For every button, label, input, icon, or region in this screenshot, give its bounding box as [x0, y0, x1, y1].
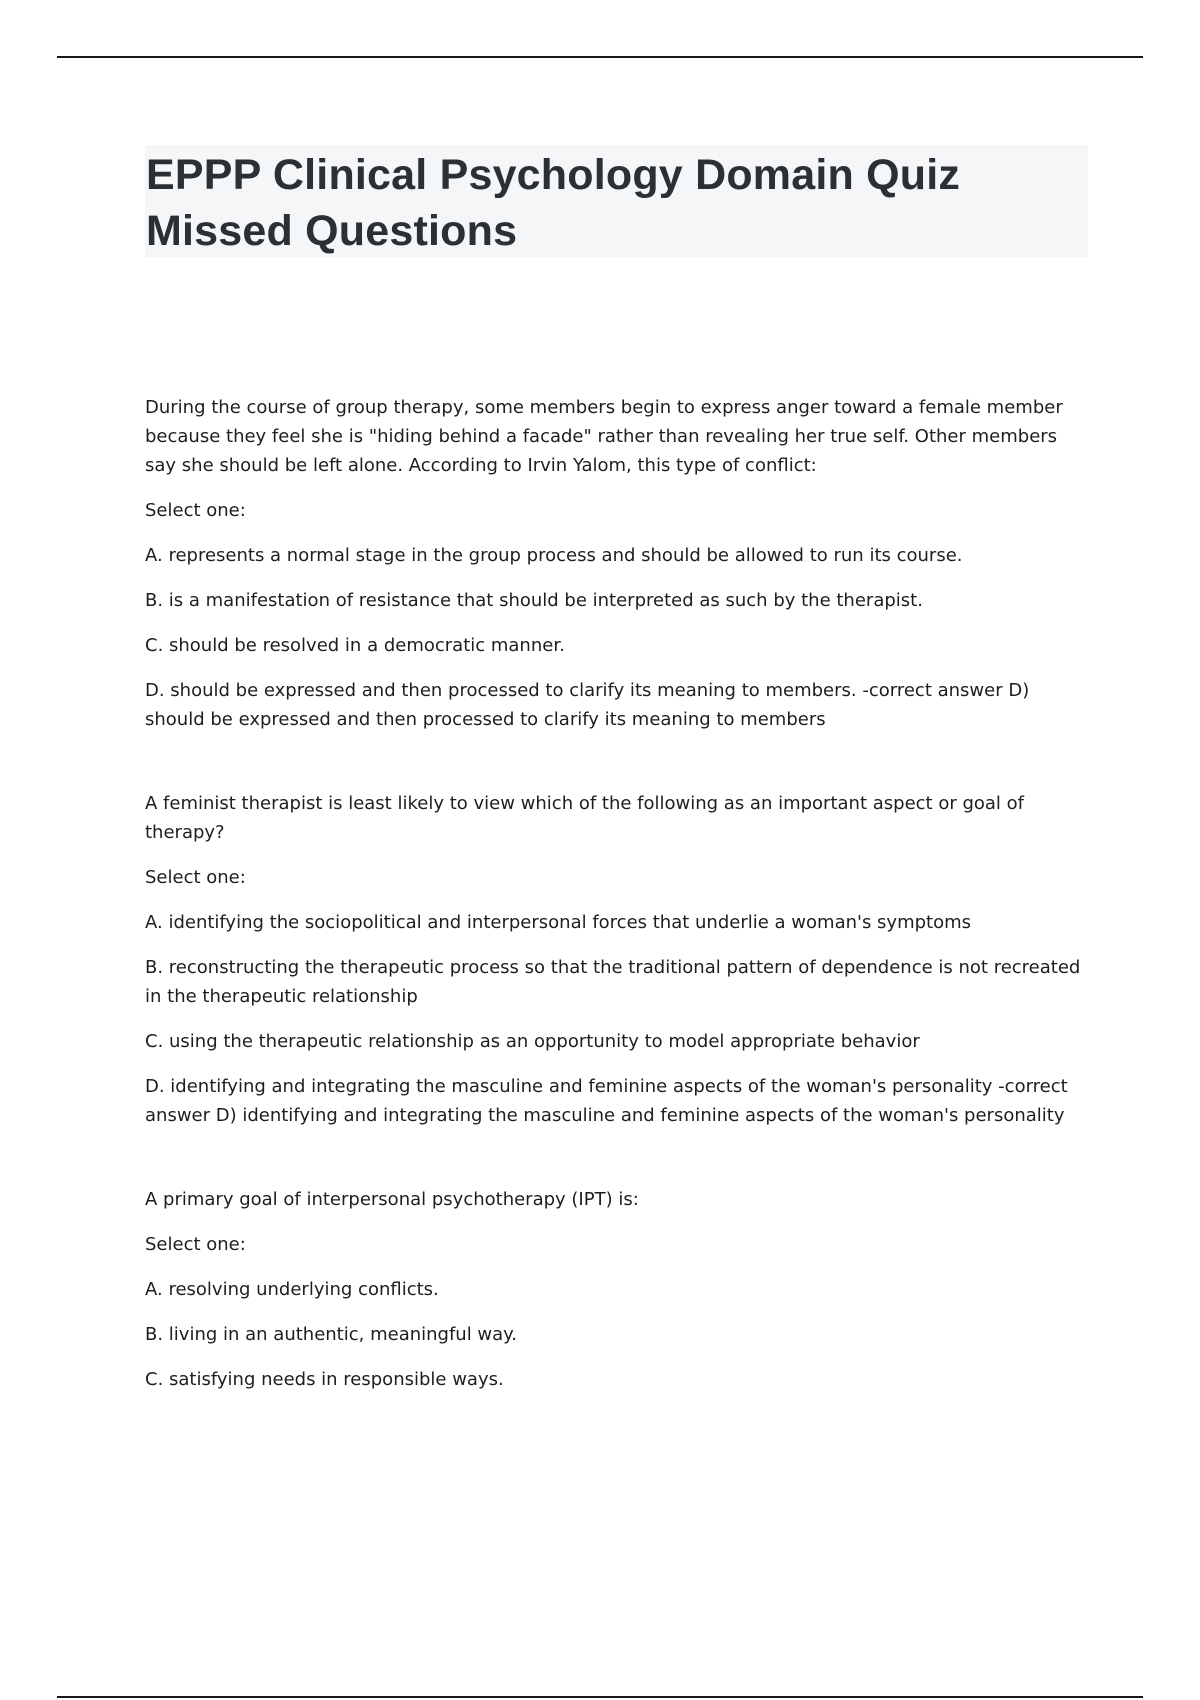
- select-one-label: Select one:: [145, 867, 246, 888]
- answer-option-c: C. should be resolved in a democratic manner.: [145, 635, 565, 656]
- question-text: A primary goal of interpersonal psychotherapy (IPT) is:: [145, 1189, 639, 1210]
- header-rule: [57, 56, 1143, 58]
- answer-option-c: C. satisfying needs in responsible ways.: [145, 1369, 504, 1390]
- answer-option-b: B. reconstructing the therapeutic process so that the traditional pattern of dependence is not recreated in the therapeutic relationship: [145, 957, 1081, 1007]
- question-2: [145, 789, 1090, 1130]
- answer-option-d: D. should be expressed and then processed to clarify its meaning to members. -correct answer D) should be expressed and then processed to clarify its meaning to members: [145, 680, 1030, 730]
- answer-option-b: B. living in an authentic, meaningful way.: [145, 1324, 517, 1345]
- question-1: [145, 393, 1090, 734]
- footer-rule: [57, 1696, 1143, 1698]
- question-text: During the course of group therapy, some members begin to express anger toward a female member because they feel she is "hiding behind a facade" rather than revealing her true self. Other members say she should be left alone. According to Irvin Yalom, this type of conflict:: [145, 397, 1063, 476]
- select-one-label: Select one:: [145, 500, 246, 521]
- answer-option-a: A. resolving underlying conflicts.: [145, 1279, 439, 1300]
- select-one-label: Select one:: [145, 1234, 246, 1255]
- document-body: [145, 393, 1090, 1394]
- question-text: A feminist therapist is least likely to view which of the following as an important aspect or goal of therapy?: [145, 793, 1024, 843]
- answer-option-b: B. is a manifestation of resistance that should be interpreted as such by the therapist.: [145, 590, 923, 611]
- answer-option-a: A. identifying the sociopolitical and interpersonal forces that underlie a woman's symptoms: [145, 912, 972, 933]
- page-title: EPPP Clinical Psychology Domain Quiz Missed Questions: [146, 151, 961, 255]
- answer-option-c: C. using the therapeutic relationship as an opportunity to model appropriate behavior: [145, 1031, 920, 1052]
- answer-option-a: A. represents a normal stage in the group process and should be allowed to run its course.: [145, 545, 963, 566]
- title-block: [145, 145, 1088, 257]
- question-3: [145, 1185, 1090, 1394]
- answer-option-d: D. identifying and integrating the masculine and feminine aspects of the woman's personality -correct answer D) identifying and integrating the masculine and feminine aspects of the woman's personality: [145, 1076, 1068, 1126]
